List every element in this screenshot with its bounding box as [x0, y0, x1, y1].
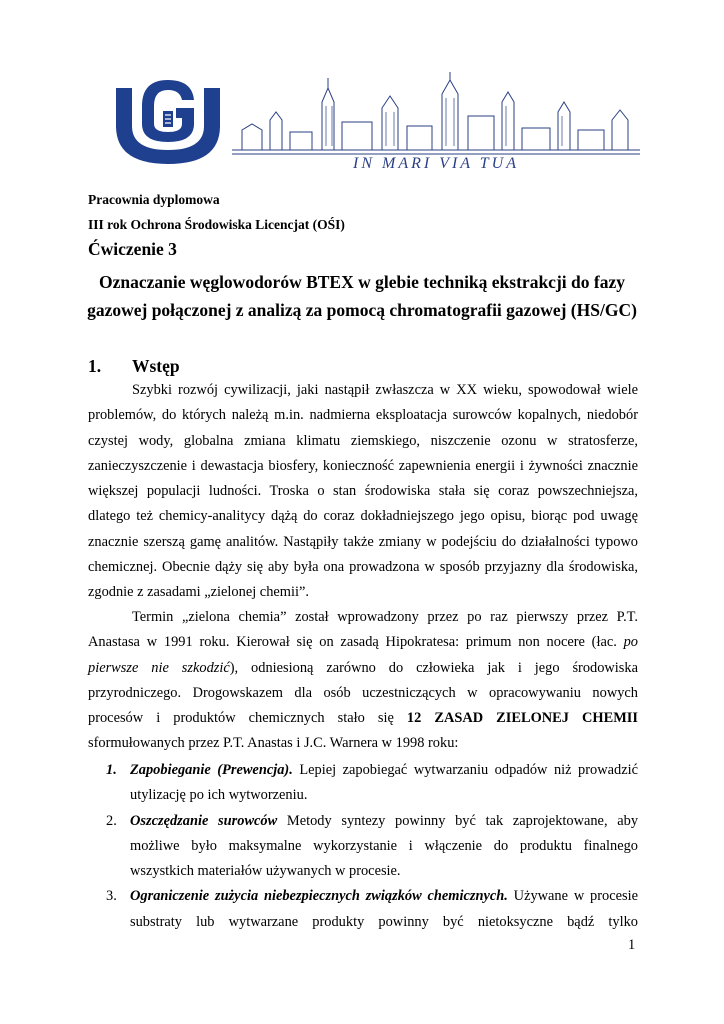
- text-run: ), odniesioną zarówno do człowieka jak i jego środowiska: [229, 659, 638, 676]
- principle-title: Ograniczenie zużycia niebezpiecznych związków chemicznych.: [130, 888, 508, 905]
- list-line: utylizację po ich wytworzeniu.: [130, 787, 308, 804]
- lab-name: Pracownia dyplomowa: [88, 192, 220, 207]
- list-item: [88, 809, 638, 885]
- university-logo: [108, 78, 228, 168]
- list-line: wszystkich materiałów używanych w procesie.: [130, 863, 401, 880]
- title-line-1: Oznaczanie węglowodorów BTEX w glebie techniką ekstrakcji do fazy: [99, 272, 625, 292]
- paragraph-line: problemów, do których należą m.in. nadmierna eksploatacja surowców kopalnych, niedobór: [88, 407, 638, 424]
- italic-run: pierwsze nie szkodzić: [88, 659, 230, 676]
- gdansk-skyline-banner: [232, 72, 640, 172]
- exercise-number: Ćwiczenie 3: [88, 239, 177, 259]
- list-item: [88, 884, 638, 935]
- paragraph-line: zanieczyszczenie i dewastacja biosfery, konieczność zapewnienia energii i żywności znacznie: [88, 457, 638, 474]
- section-title: Wstęp: [132, 356, 180, 376]
- text-run: Używane w procesie: [507, 888, 639, 905]
- list-line: [130, 884, 638, 909]
- list-number: 3.: [106, 888, 117, 905]
- paragraph-intro: [88, 378, 638, 606]
- text-run: Anastasa w 1991 roku. Kierował się on zasadą Hipokratesa: primum non nocere (łac.: [88, 634, 624, 651]
- list-number: 2.: [106, 812, 117, 829]
- section-number: 1.: [88, 356, 102, 376]
- paragraph-line: sformułowanych przez P.T. Anastas i J.C. Warnera w 1998 roku:: [88, 735, 459, 752]
- text-run: procesów i produktów chemicznych stało się: [88, 710, 407, 727]
- paragraph-line: zgodnie z zasadami „zielonej chemii”.: [88, 584, 309, 601]
- paragraph-line: czystej wody, globalna zmiana klimatu ziemskiego, niszczenie ozonu w stratosferze,: [88, 432, 638, 449]
- list-number: 1.: [106, 762, 117, 778]
- paragraph-line: [88, 656, 638, 681]
- document-title: [60, 268, 664, 324]
- list-line: możliwe było maksymalne wykorzystanie i włączenie do produktu finalnego: [130, 837, 638, 854]
- paragraph-line: przyrodniczego. Drogowskazem dla osób uczestniczących w opracowywaniu nowych: [88, 684, 638, 701]
- principles-list: [88, 758, 638, 935]
- paragraph-line: dlatego też chemicy-analitycy dążą do coraz dokładniejszego jego opisu, biorąc pod uwagę: [88, 508, 638, 525]
- italic-run: po: [623, 634, 638, 651]
- list-item: [88, 758, 638, 809]
- banner-motto: IN MARI VIA TUA: [352, 155, 520, 172]
- paragraph-line: większej populacji ludności. Troska o stan środowiska stała się coraz powszechniejsza,: [88, 483, 638, 500]
- paragraph-line: znacznie szerszą gamę analitów. Nastąpiły także zmiany w podejściu do działalności typowo: [88, 533, 638, 550]
- paragraph-line: Szybki rozwój cywilizacji, jaki nastąpił zwłaszcza w XX wieku, spowodował wiele: [132, 382, 638, 398]
- page-number: 1: [628, 937, 636, 953]
- list-line: [130, 809, 638, 834]
- paragraph-green-chemistry: [88, 605, 638, 757]
- paragraph-line: Termin „zielona chemia” został wprowadzony przez po raz pierwszy przez P.T.: [132, 609, 638, 625]
- title-line-2: gazowej połączonej z analizą za pomocą chromatografii gazowej (HS/GC): [87, 300, 637, 320]
- course-name: III rok Ochrona Środowiska Licencjat (OŚI): [88, 217, 345, 232]
- paragraph-line: chemicznej. Obecnie dąży się aby była ona prowadzona w sposób przyjazny dla środowiska,: [88, 559, 638, 576]
- text-run: Metody syntezy powinny być tak zaprojektowane, aby: [277, 812, 639, 829]
- list-line: substraty lub wytwarzane produkty powinny być nietoksyczne bądź tylko: [130, 913, 638, 930]
- paragraph-line: [88, 630, 638, 655]
- list-line: [130, 758, 638, 783]
- principle-title: Zapobieganie (Prewencja).: [130, 762, 293, 778]
- paragraph-line: [88, 706, 638, 731]
- section-heading: [88, 356, 180, 377]
- text-run: Lepiej zapobiegać wytwarzaniu odpadów niż prowadzić: [292, 762, 638, 778]
- principle-title: Oszczędzanie surowców: [130, 812, 278, 829]
- bold-run: 12 ZASAD ZIELONEJ CHEMII: [406, 710, 638, 727]
